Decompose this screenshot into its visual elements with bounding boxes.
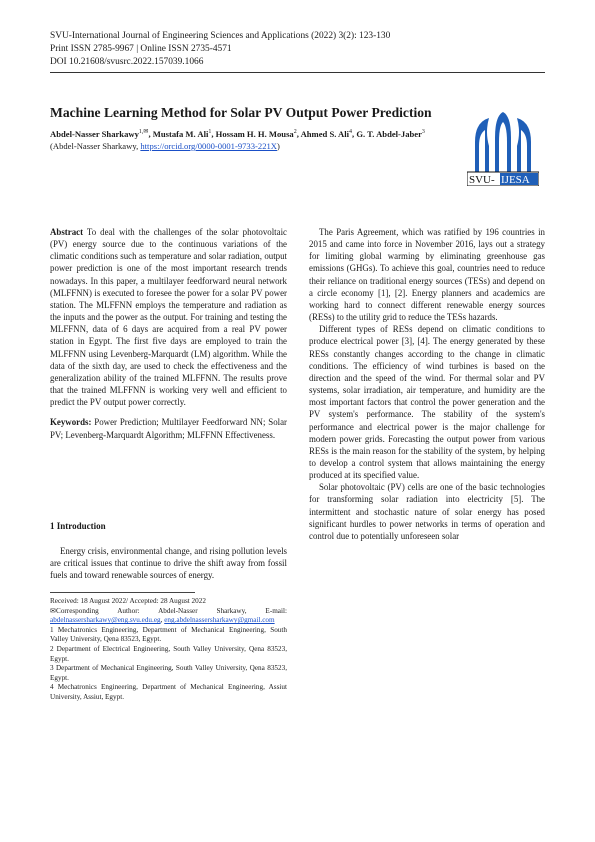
orcid-line	[50, 141, 280, 151]
logo-text-right: IJESA	[501, 174, 530, 186]
author-affil: 2	[293, 129, 297, 135]
orcid-suffix: )	[277, 141, 280, 151]
abstract-text: To deal with the challenges of the solar photovoltaic (PV) energy source due to the continuous variations of the climatic conditions such as temperature and solar radiation, output power prediction is one of the most important research trends nowadays. In this paper, a multilayer feedforward neural network (MLFFNN) is executed to foresee the power for a solar PV power station. The MLFFNN employs the temperature and radiation as the inputs and the power as the output. For training and testing the MLFFNN, data of 6 days are acquired from a real PV power station in Egypt. The first five days are employed to train the MLFFNN using Levenberg-Marquardt (LM) algorithm. While the data of the sixth day, are used to check the effectiveness and the generalization ability of the trained MLFFNN. The results prove that the trained MLFFNN is working very well and efficient to predict the PV output power correctly.	[50, 227, 287, 408]
paragraph: The Paris Agreement, which was ratified by 196 countries in 2015 and came into force in November 2016, lays out a strategy for limiting global warming by eliminating greenhouse gas emissions (GHGs). To achieve this goal, countries need to reduce their reliance on traditional energy sources (TESs) and depend on a circle economy [1], [2]. Energy planners and academics are working hard to connect different renewable energy sources (RESs) to the utility grid to reduce the TESs hazards.	[309, 227, 545, 323]
author-name: Ahmed S. Ali	[300, 128, 350, 139]
abstract-label: Abstract	[50, 227, 84, 237]
journal-logo	[467, 112, 539, 186]
left-column	[50, 226, 287, 441]
header-rule	[50, 72, 545, 73]
journal-doi: DOI 10.21608/svusrc.2022.157039.1066	[50, 57, 204, 67]
author-list: Abdel-Nasser Sharkawy$^{1,✉}$, Mustafa M. Ali$^1$, Hossam H. H. Mousa$^2$, Ahmed S. Ali$^4$, G. T. Abdel-Jaber$^3$	[50, 128, 425, 139]
logo-text-left: SVU-	[469, 174, 495, 186]
author-affil: 3	[421, 129, 425, 135]
affiliation-1: 1 Mechatronics Engineering, Department of Mechanical Engineering, South Valley University, Qena 83523, Egypt.	[50, 625, 287, 644]
orcid-link[interactable]: https://orcid.org/0000-0001-9733-221X	[140, 141, 277, 151]
author-affil: 1,✉	[138, 129, 149, 135]
keywords-label: Keywords:	[50, 417, 92, 428]
introduction-paragraph: Energy crisis, environmental change, and rising pollution levels are critical issues that continue to drive the shift away from fossil fuels and toward renewable sources of energy.	[50, 546, 287, 581]
corresponding-author	[50, 607, 287, 626]
author-name: Abdel-Nasser Sharkawy	[50, 128, 139, 139]
received-date: Received: 18 August 2022/ Accepted: 28 August 2022	[50, 597, 206, 605]
abstract	[50, 226, 287, 408]
article-title: Machine Learning Method for Solar PV Output Power Prediction	[50, 105, 432, 120]
author-name: Hossam H. H. Mousa	[215, 128, 294, 139]
affiliation-2: 2 Department of Electrical Engineering, South Valley University, Qena 83523, Egypt.	[50, 644, 287, 663]
keywords-text: Power Prediction; Multilayer Feedforward NN; Solar PV; Levenberg-Marquardt Algorithm; MLFFNN Effectiveness.	[50, 417, 287, 440]
email-link[interactable]: abdelnassersharkawy@eng.svu.edu.eg	[50, 616, 161, 625]
author-affil: 1	[208, 129, 212, 135]
journal-header	[50, 30, 545, 69]
section-heading: 1 Introduction	[50, 521, 106, 531]
author-name: G. T. Abdel-Jaber	[356, 128, 422, 139]
email-link[interactable]: eng.abdelnassersharkawy@gmail.com	[164, 616, 275, 625]
footnote-rule	[50, 592, 195, 593]
email-separator: ,	[160, 616, 163, 625]
paragraph: Different types of RESs depend on climatic conditions to produce electrical power [3], [4]. The energy generated by these RESs constantly changes according to the change in climatic conditions. The efficiency of wind turbines is based on the direction and the speed of the wind. For thermal solar and PV systems, solar irradiation, air temperature, and humidity are the most important factors that control the power generation and the PV system's performance. The stability of the system's performance and electrical power is the major challenge for modern power grids. Forecasting the output power from various RESs is the main reason for the stability of the system, by helping to develop a control system that allows maintaining the energy produced at its specified value.	[309, 324, 545, 481]
affiliation-4: 4 Mechatronics Engineering, Department of Mechanical Engineering, Assiut University, Assiut, Egypt.	[50, 683, 287, 701]
footnotes	[50, 597, 287, 703]
keywords	[50, 416, 287, 440]
journal-citation: SVU-International Journal of Engineering Sciences and Applications (2022) 3(2): 123-130	[50, 31, 391, 41]
journal-issn: Print ISSN 2785-9967 | Online ISSN 2735-4571	[50, 44, 232, 54]
corresponding-label: ✉Corresponding Author: Abdel-Nasser Sharkawy, E-mail:	[50, 606, 287, 615]
author-affil: 4	[349, 129, 353, 135]
right-column	[309, 226, 545, 542]
affiliation-3: 3 Department of Mechanical Engineering, South Valley University, Qena 83523, Egypt.	[50, 664, 287, 682]
orcid-prefix: (Abdel-Nasser Sharkawy,	[50, 141, 141, 151]
author-name: Mustafa M. Ali	[152, 128, 209, 139]
paragraph: Solar photovoltaic (PV) cells are one of the basic technologies for transforming solar radiation into electricity [5]. The intermittent and stochastic nature of solar energy has posed significant hurdles to power networks in terms of operation and control due to potentially unforeseen solar	[309, 482, 545, 541]
